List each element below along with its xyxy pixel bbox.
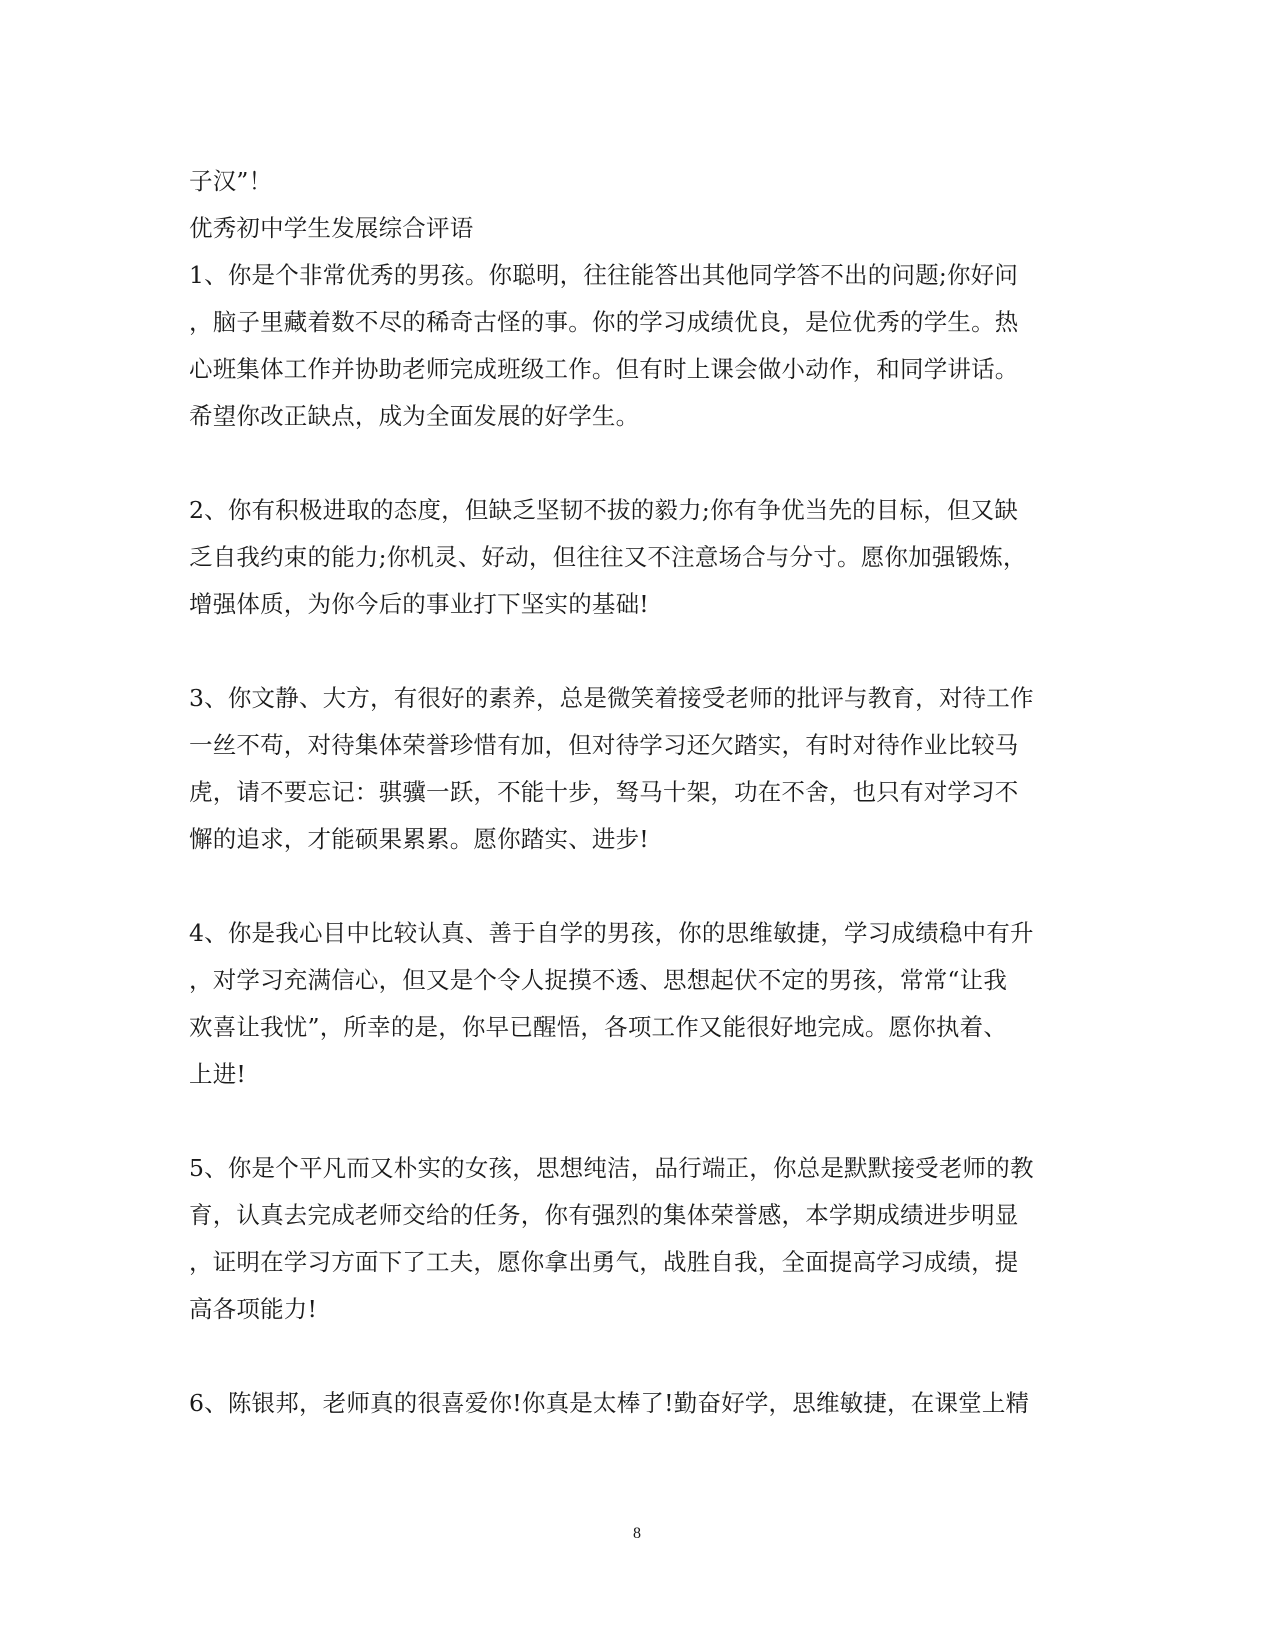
paragraph-line: 乏自我约束的能力;你机灵、好动，但往往又不注意场合与分寸。愿你加强锻炼，: [189, 543, 1027, 571]
comment-paragraph-5: [189, 1145, 1079, 1333]
paragraph-line: 6、陈银邦，老师真的很喜爱你!你真是太棒了!勤奋好学，思维敏捷，在课堂上精: [189, 1389, 1030, 1417]
paragraph-line: ，证明在学习方面下了工夫，愿你拿出勇气，战胜自我，全面提高学习成绩，提: [189, 1248, 1019, 1276]
paragraph-line: 一丝不苟，对待集体荣誉珍惜有加，但对待学习还欠踏实，有时对待作业比较马: [189, 731, 1019, 759]
paragraph-line: 2、你有积极进取的态度，但缺乏坚韧不拔的毅力;你有争优当先的目标，但又缺: [189, 496, 1019, 524]
paragraph-line: 希望你改正缺点，成为全面发展的好学生。: [189, 402, 640, 430]
page-number: 8: [633, 1525, 641, 1542]
paragraph-line: 3、你文静、大方，有很好的素养，总是微笑着接受老师的批评与教育，对待工作: [189, 684, 1034, 712]
paragraph-line: 懈的追求，才能硕果累累。愿你踏实、进步!: [189, 825, 649, 853]
paragraph-line: 5、你是个平凡而又朴实的女孩，思想纯洁，品行端正，你总是默默接受老师的教: [189, 1154, 1034, 1182]
paragraph-line: 4、你是我心目中比较认真、善于自学的男孩，你的思维敏捷，学习成绩稳中有升: [189, 919, 1034, 947]
paragraph-line: ，脑子里藏着数不尽的稀奇古怪的事。你的学习成绩优良，是位优秀的学生。热: [189, 308, 1019, 336]
paragraph-line: 育，认真去完成老师交给的任务，你有强烈的集体荣誉感，本学期成绩进步明显: [189, 1201, 1019, 1229]
paragraph-line: 心班集体工作并协助老师完成班级工作。但有时上课会做小动作，和同学讲话。: [189, 355, 1019, 383]
comment-paragraph-6: [189, 1380, 1079, 1427]
paragraph-line: 高各项能力!: [189, 1295, 318, 1323]
paragraph-line: 增强体质，为你今后的事业打下坚实的基础!: [189, 590, 649, 618]
paragraph-line: 上进!: [189, 1060, 247, 1088]
paragraph-line: 1、你是个非常优秀的男孩。你聪明，往往能答出其他同学答不出的问题;你好问: [189, 261, 1019, 289]
paragraph-line: 虎，请不要忘记：骐骥一跃，不能十步，驽马十架，功在不舍，也只有对学习不: [189, 778, 1019, 806]
comment-paragraph-3: [189, 675, 1079, 863]
lead-fragment: 子汉”！: [189, 167, 273, 195]
section-heading: 优秀初中学生发展综合评语: [189, 214, 474, 242]
document-body: [189, 158, 1079, 1427]
paragraph-line: 欢喜让我忧”，所幸的是，你早已醒悟，各项工作又能很好地完成。愿你执着、: [189, 1013, 1008, 1041]
comment-paragraph-1: [189, 252, 1079, 440]
comment-paragraph-2: [189, 487, 1079, 628]
paragraph-line: ，对学习充满信心，但又是个令人捉摸不透、思想起伏不定的男孩，常常“让我: [189, 966, 1008, 994]
comment-paragraph-4: [189, 910, 1079, 1098]
